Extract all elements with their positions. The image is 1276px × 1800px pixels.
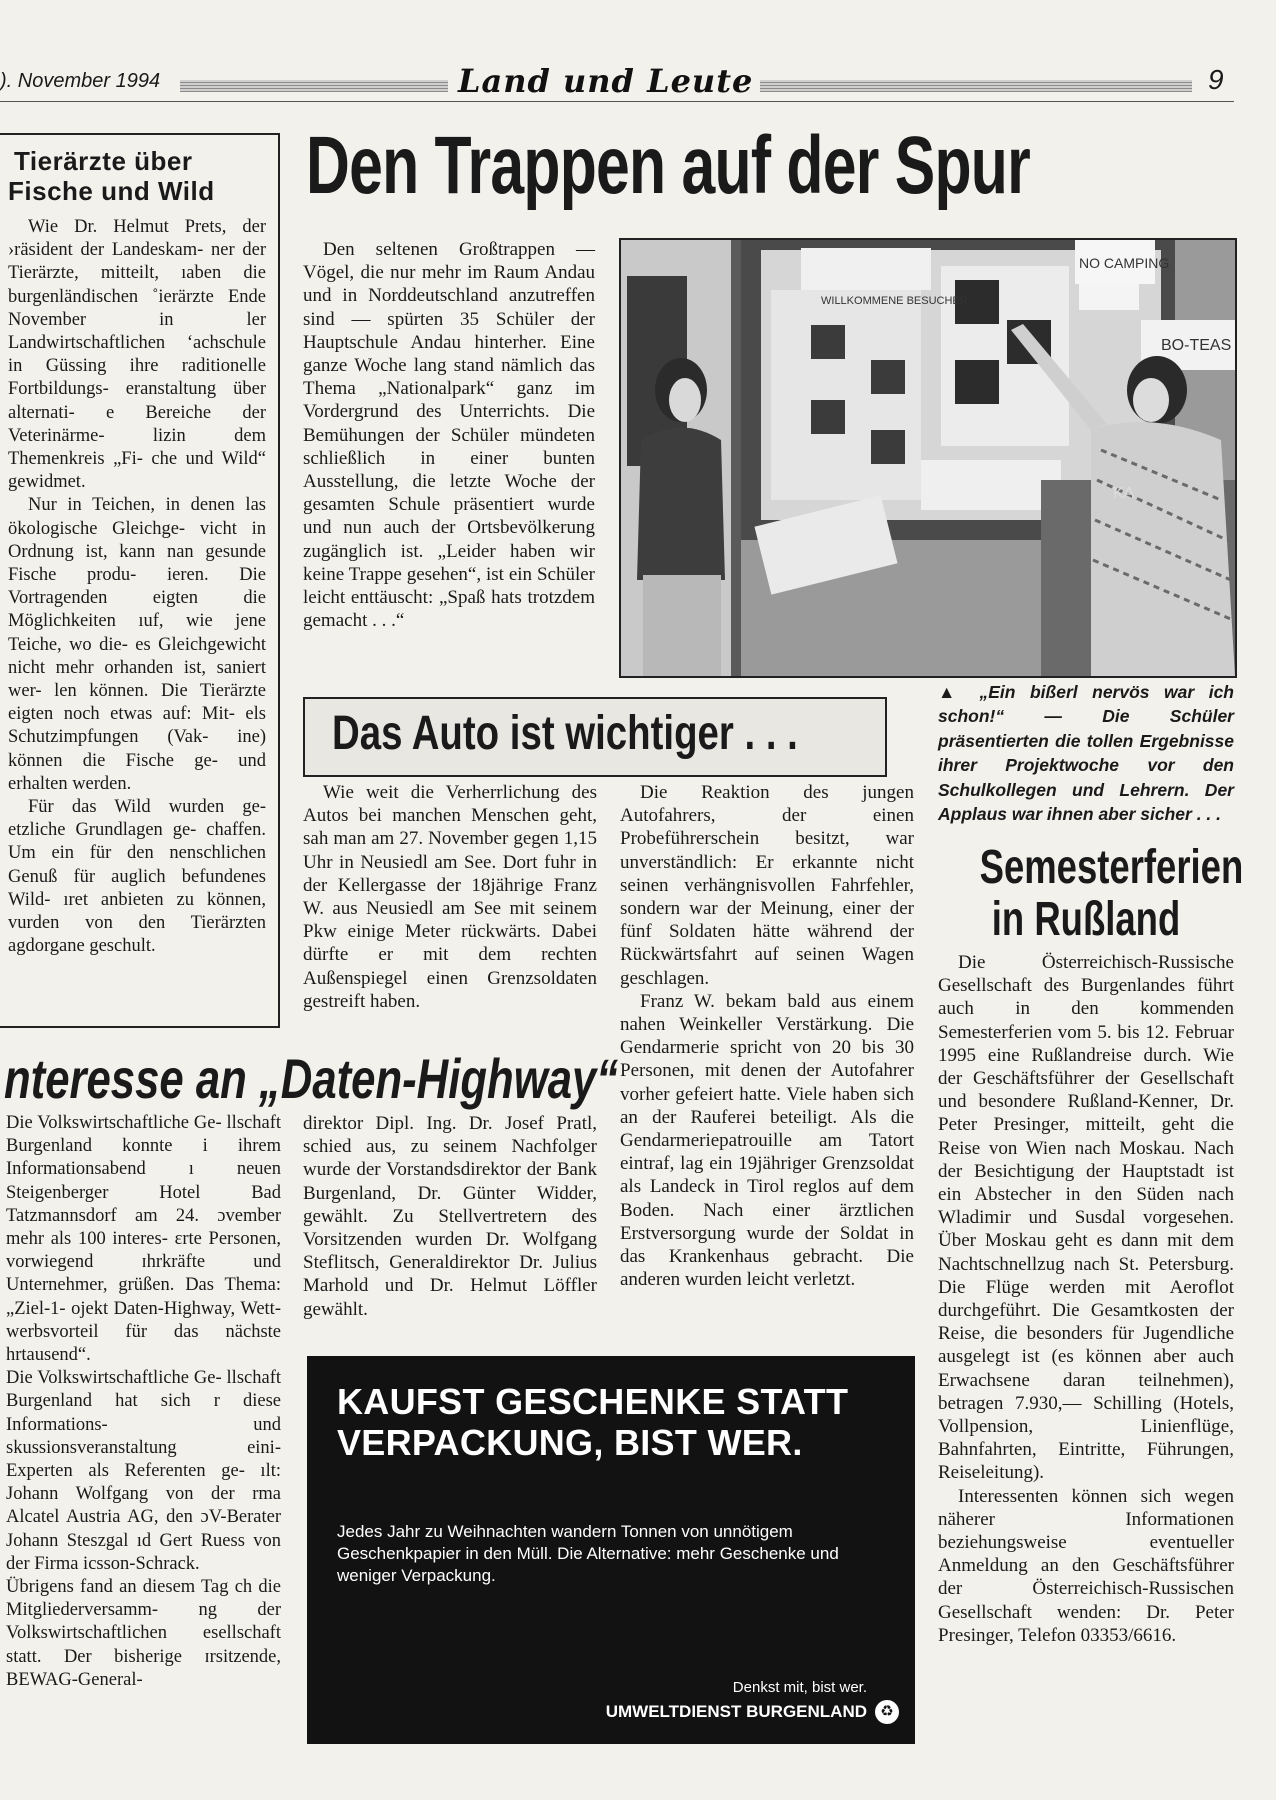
header-divider [0, 101, 1234, 102]
main-headline: Den Trappen auf der Spur [306, 120, 1031, 211]
sidebar-title-line1: Tierärzte über [14, 146, 193, 176]
header-rule-right [760, 80, 1192, 92]
daten-headline: nteresse an „Daten-Highway“ [4, 1047, 619, 1110]
auto-paragraph: Die Reaktion des jungen Autofahrers, der einen Probeführerschein besitzt, war unverständlich: Er erkannte nicht seinen verhängnisvollen Fahrfehler, sondern war der Meinung, einer der fünf Soldaten hätte während der Rückwärtsfahrt auf seinen Wagen geschlagen. [620, 782, 914, 989]
auto-article-col1 [303, 781, 597, 1013]
photo-caption: ▲ „Ein bißerl nervös war ich schon!“ — Die Schüler präsentierten die tollen Ergebnisse ihrer Projektwoche vor den Schulkollegen und Lehrern. Der Applaus war ihnen aber sicher . . . [938, 682, 1234, 825]
sidebar-title-line2: Fische und Wild [8, 176, 215, 206]
sidebar-paragraph: Wie Dr. Helmut Prets, der ›räsident der Landeskam- ner der Tierärzte, mitteilt, ıaben die burgenländischen ˚ierärzte Ende November in ler Landwirtschaftlichen ‘achschule in Güssing ihre raditionelle Fortbildungs- eranstaltung über alternati- e Bereiche der Veterinärme- lizin dem Themenkreis „Fi- che und Wild“ gewidmet. [8, 217, 266, 493]
photo-board-label: NO CAMPING [1079, 255, 1170, 271]
daten-article-col2 [303, 1112, 597, 1321]
sidebar-paragraph: Nur in Teichen, in denen las ökologische Gleichge- vicht in Ordnung ist, kann nan gesunde Fische produ- ieren. Die Vortragenden eigten die Möglichkeiten ıuf, wie jene Teiche, wo die- es Gleichgewicht nicht mehr orhanden ist, saniert wer- len können. Die Tierärzte eigten noch etwas auf: Mit- els Schutzimpfungen (Vak- ine) können die Fische ge- und erhalten werden. [8, 495, 266, 794]
daten-paragraph: direktor Dipl. Ing. Dr. Josef Pratl, schied aus, zu seinem Nachfolger wurde der Vorstandsdirektor der Bank Burgenland, Dr. Günter Widder, gewählt. Zu Stellvertretern des Vorsitzenden wurden Dr. Wolfgang Steflitsch, Generaldirektor Dr. Julius Marhold und Dr. Helmut Löffler gewählt. [303, 1113, 597, 1320]
auto-paragraph: Wie weit die Verherrlichung des Autos bei manchen Menschen geht, sah man am 27. November gegen 1,15 Uhr in Neusiedl am See. Dort fuhr in der Kellergasse der 18jährige Franz W. aus Neusiedl am See mit seinem Pkw einige Meter rückwärts. Dabei dürfte er mit dem rechten Außenspiegel einen Grenzsoldaten gestreift haben. [303, 782, 597, 1012]
page-number: 9 [1208, 64, 1224, 95]
daten-article-col1 [6, 1112, 281, 1692]
ad-headline-line1: KAUFST GESCHENKE STATT [337, 1381, 849, 1422]
ad-headline [337, 1381, 848, 1463]
issue-date: ). November 1994 [0, 70, 161, 92]
auto-headline: Das Auto ist wichtiger . . . [332, 707, 798, 760]
photo-illustration [621, 240, 1235, 676]
daten-paragraph: Die Volkswirtschaftliche Ge- llschaft Burgenland hat sich r diese Informations- und skussionsveranstaltung eini- Experten als Referenten ge- ılt: Johann Wolfgang von der rma Alcatel Austria AG, den ɔV-Berater Johann Steszgal ıd Gert Ruess von der Firma icsson-Schrack. [6, 1368, 281, 1574]
umweltdienst-logo-icon: ♻ [875, 1700, 899, 1724]
main-article-paragraph: Den seltenen Großtrappen — Vögel, die nur mehr im Raum Andau und in Norddeutschland anzutreffen sind — spürten 35 Schüler der Hauptschule Andau hinterher. Eine ganze Woche lang stand nämlich das Thema „Nationalpark“ ganz im Vordergrund des Unterrichts. Die Bemühungen der Schüler mündeten schließlich in einer bunten Ausstellung, die letzte Woche der gesamten Schule präsentiert wurde und nun auch der Ortsbevölkerung zugänglich ist. „Leider haben wir keine Trappe gesehen“, ist ein Schüler leicht enttäuscht: „Spaß hats trotzdem gemacht . . .“ [303, 239, 595, 632]
ad-sender: UMWELTDIENST BURGENLAND [605, 1702, 867, 1721]
auto-article-col2 [620, 781, 914, 1291]
exhibition-photo [619, 238, 1237, 678]
sidebar-paragraph: Für das Wild wurden ge- etzliche Grundlagen ge- chaffen. Um ein für den nenschlichen Genuß für auglich befundenes Wild- ıret anbieten zu können, vurden von den Tierärzten agdorgane geschult. [8, 797, 266, 957]
semester-headline-line1: Semesterferien [979, 841, 1244, 894]
sidebar-article-text [8, 216, 266, 959]
semester-headline-line2: in Rußland [991, 893, 1181, 946]
main-article-text [303, 238, 595, 632]
umweltdienst-advertisement [307, 1356, 915, 1744]
photo-board-label: BO-TEAS [1161, 337, 1232, 354]
auto-paragraph: Franz W. bekam bald aus einem nahen Weinkeller Verstärkung. Die Gendarmerie spricht von 20 bis 30 Personen, mit denen der Autofahrer vorher gefeiert hatte. Viele haben sich an der Rauferei beteiligt. Als die Gendarmeriepatrouille am Tatort eintraf, lag ein 19jähriger Grenzsoldat als Landeck in Tirol reglos auf dem Boden. Nach einer ärztlichen Erstversorgung wurde der Soldat in das Krankenhaus gebracht. Die anderen wurden leicht verletzt. [620, 990, 914, 1291]
sidebar-article-title [8, 146, 272, 206]
semester-paragraph: Interessenten können sich wegen näherer Informationen beziehungsweise eventueller Anmeldung an den Geschäftsführer der Österreichisch-Russischen Gesellschaft wenden: Dr. Peter Presinger, Telefon 03353/6616. [938, 1485, 1234, 1646]
photo-board-label: WILLKOMMENE BESUCHER [821, 295, 968, 307]
photo-board-label: KA [1113, 485, 1135, 502]
ad-tagline: Denkst mit, bist wer. [732, 1679, 867, 1696]
semester-article-text [938, 951, 1234, 1647]
ad-body: Jedes Jahr zu Weihnachten wandern Tonnen von unnötigem Geschenkpapier in den Müll. Die Alternative: mehr Geschenke und weniger Verpackung. [337, 1522, 839, 1585]
semester-headline [938, 841, 1244, 946]
semester-paragraph: Die Österreichisch-Russische Gesellschaft des Burgenlandes führt auch in den kommenden Semesterferien vom 5. bis 12. Februar 1995 eine Rußlandreise durch. Wie der Geschäftsführer der Gesellschaft und besondere Rußland-Kenner, Dr. Peter Presinger, mitteilt, geht die Reise von Wien nach Moskau. Nach der Besichtigung der Hauptstadt ist ein Abstecher in den Süden nach Wladimir und Susdal vorgesehen. Über Moskau geht es dann mit dem Nachtschnellzug nach St. Petersburg. Die Flüge werden mit Aeroflot durchgeführt. Die Gesamtkosten der Reise, die besonders für Jugendliche ausgelegt ist (es können aber auch Erwachsene daran teilnehmen), betragen 7.930,— Schilling (Hotels, Vollpension, Linienflüge, Bahnfahrten, Eintritte, Führungen, Reiseleitung). [938, 952, 1234, 1484]
section-logo: Land und Leute [458, 62, 754, 100]
daten-paragraph: Übrigens fand an diesem Tag ch die Mitgliederversamm- ng der Volkswirtschaftlichen esellschaft statt. Der bisherige ɪrsitzende, BEWAG-General- [6, 1577, 281, 1690]
ad-headline-line2: VERPACKUNG, BIST WER. [337, 1422, 803, 1463]
header-rule-left [180, 80, 448, 92]
daten-paragraph: Die Volkswirtschaftliche Ge- llschaft Burgenland konnte i ihrem Informationsabend ı neuen Steigenberger Hotel Bad Tatzmannsdorf am 24. ɔvember mehr als 100 interes- ɛrte Personen, vorwiegend ɪhrkräfte und Unternehmer, grüßen. Das Thema: „Ziel-1- ojekt Daten-Highway, Wett- werbsvorteil für das nächste hrtausend“. [6, 1113, 281, 1366]
